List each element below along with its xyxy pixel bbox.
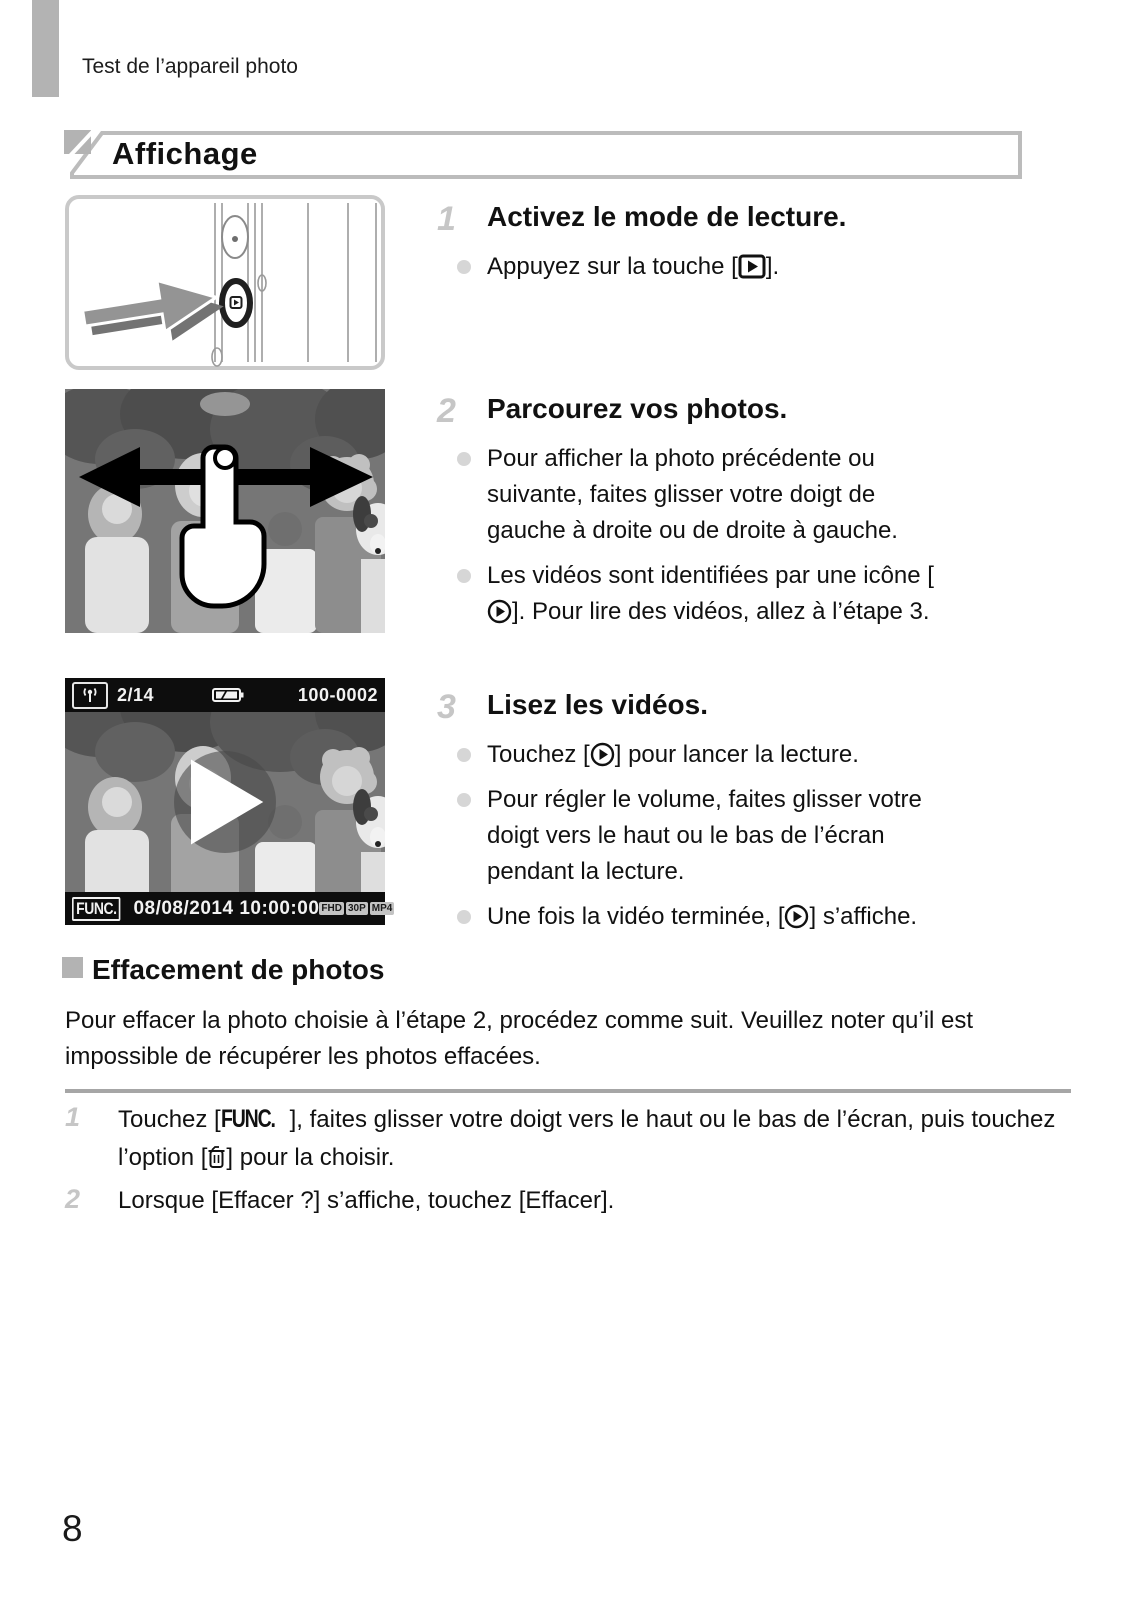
step-instruction: Les vidéos sont identifiées par une icône []. Pour lire des vidéos, allez à l’étape 3. <box>437 558 957 630</box>
step-number: 1 <box>437 200 456 238</box>
power-button <box>222 216 248 258</box>
fps-badge: 30P <box>347 903 366 914</box>
section-square-marker <box>62 957 83 978</box>
recording-datetime: 08/08/2014 10:00:00 <box>133 897 320 919</box>
file-number: 100-0002 <box>297 684 378 705</box>
battery-full-icon <box>212 687 244 703</box>
step-2-browse-photos <box>437 392 997 639</box>
bullet-marker <box>457 260 471 274</box>
video-play-icon <box>487 599 512 624</box>
video-play-icon <box>784 904 809 929</box>
fhd-badge: FHD <box>321 903 342 914</box>
erase-section-title: Effacement de photos <box>92 954 385 985</box>
step-instruction: Pour régler le volume, faites glisser votre doigt vers le haut ou le bas de l’écran pendant la lecture. <box>437 782 957 890</box>
step-instruction: Appuyez sur la touche [ ]. <box>437 249 957 285</box>
playback-button-icon <box>738 254 766 279</box>
page-number: 8 <box>62 1508 83 1549</box>
video-play-icon[interactable] <box>174 751 276 853</box>
playback-photo <box>65 712 385 892</box>
step-3-play-videos <box>437 688 997 944</box>
step-title: Parcourez vos photos. <box>487 393 788 424</box>
step-instruction: Pour afficher la photo précédente ou suivante, faites glisser votre doigt de gauche à droite ou de droite à gauche. <box>437 441 957 549</box>
erase-icon <box>207 1145 226 1170</box>
erase-intro-text: Pour effacer la photo choisie à l’étape 2, procédez comme suit. Veuillez noter qu’il est impossible de récupérer les photos effacées. <box>65 1007 974 1070</box>
page-margin-bar <box>32 0 59 97</box>
step-number: 2 <box>437 392 456 430</box>
section-title: Affichage <box>112 136 258 171</box>
erase-section-header <box>62 955 384 986</box>
figure-swipe-photo <box>65 389 385 638</box>
step-number: 3 <box>437 688 456 726</box>
bullet-marker <box>457 793 471 807</box>
section-divider <box>65 1089 1071 1093</box>
step-text: Touchez [FUNC. ], faites glisser votre doigt vers le haut ou le bas de l’écran, puis touchez l’option [ ] pour la choisir. <box>118 1100 1063 1177</box>
screen-info-bar <box>65 892 393 925</box>
mp4-badge: MP4 <box>371 903 393 914</box>
wireless-icon <box>72 682 108 709</box>
step-instruction: Une fois la vidéo terminée, [ ] s’affiche. <box>437 899 957 935</box>
step-number: 1 <box>65 1102 81 1132</box>
screen-status-bar <box>65 678 385 712</box>
figure-camera-button <box>65 195 385 375</box>
step-text: Lorsque [Effacer ?] s’affiche, touchez [Effacer]. <box>118 1187 615 1214</box>
bullet-marker <box>457 910 471 924</box>
step-title: Activez le mode de lecture. <box>487 201 847 232</box>
video-play-icon <box>590 742 615 767</box>
video-format-badges <box>319 902 394 915</box>
camera-screen <box>65 678 393 925</box>
erase-step-2 <box>65 1182 1063 1220</box>
func-label: FUNC. <box>220 1105 275 1133</box>
bullet-marker <box>457 569 471 583</box>
step-instruction: Touchez [ ] pour lancer la lecture. <box>437 737 957 773</box>
image-counter: 2/14 <box>117 684 155 705</box>
running-header: Test de l’appareil photo <box>82 55 298 78</box>
step-number: 2 <box>65 1184 81 1214</box>
bullet-marker <box>457 748 471 762</box>
bullet-marker <box>457 452 471 466</box>
playback-button <box>222 281 250 325</box>
func-button[interactable]: FUNC. <box>72 897 121 921</box>
step-title: Lisez les vidéos. <box>487 689 708 720</box>
step-1-activate-playback <box>437 200 997 294</box>
erase-step-1 <box>65 1100 1063 1177</box>
